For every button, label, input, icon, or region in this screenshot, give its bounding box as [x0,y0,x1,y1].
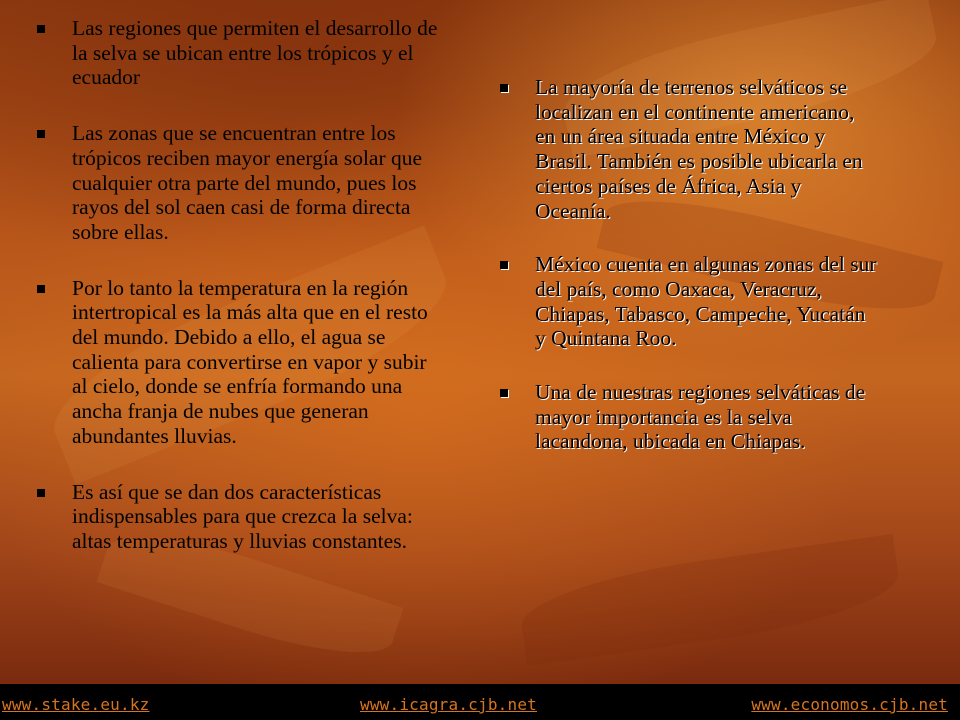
bullet-text: Una de nuestras regiones selváticas de mayor importancia es la selva lacandona, ubicada en Chiapas. [535,380,866,454]
bullet-item [34,121,444,245]
footer-link-icagra[interactable]: www.icagra.cjb.net [360,695,537,714]
bullet-item [34,276,444,449]
footer-bar [0,684,960,720]
bullet-text: Las regiones que permiten el desarrollo de la selva se ubican entre los trópicos y el ecuador [72,16,438,90]
bullet-text: La mayoría de terrenos selváticos se localizan en el continente americano, en un área situada entre México y Brasil. También es posible ubicarla en ciertos países de África, Asia y Oceanía. [535,75,863,223]
square-bullet-icon [500,389,508,397]
right-bullet-list [497,75,877,483]
square-bullet-icon [37,25,45,33]
bullet-item [34,480,444,554]
left-bullet-list [34,16,444,585]
bullet-item [497,252,877,351]
footer-link-economos[interactable]: www.economos.cjb.net [751,695,948,714]
bullet-item [34,16,444,90]
bullet-text: Es así que se dan dos características indispensables para que crezca la selva: altas temperaturas y lluvias constantes. [72,479,413,553]
bullet-text: Por lo tanto la temperatura en la región intertropical es la más alta que en el resto del mundo. Debido a ello, el agua se calienta para convertirse en vapor y subir al cielo, donde se enfría formando una ancha franja de nubes que generan abundantes lluvias. [72,275,428,448]
bullet-text: Las zonas que se encuentran entre los trópicos reciben mayor energía solar que cualquier otra parte del mundo, pues los rayos del sol caen casi de forma directa sobre ellas. [72,121,423,244]
bullet-text: México cuenta en algunas zonas del sur del país, como Oaxaca, Veracruz, Chiapas, Tabasco, Campeche, Yucatán y Quintana Roo. [535,252,877,351]
square-bullet-icon [37,489,45,497]
footer-link-stake[interactable]: www.stake.eu.kz [2,695,150,714]
square-bullet-icon [500,261,508,269]
bullet-item [497,75,877,223]
square-bullet-icon [37,130,45,138]
bullet-item [497,380,877,454]
square-bullet-icon [37,285,45,293]
square-bullet-icon [500,84,508,92]
leaf-decoration [516,534,903,666]
